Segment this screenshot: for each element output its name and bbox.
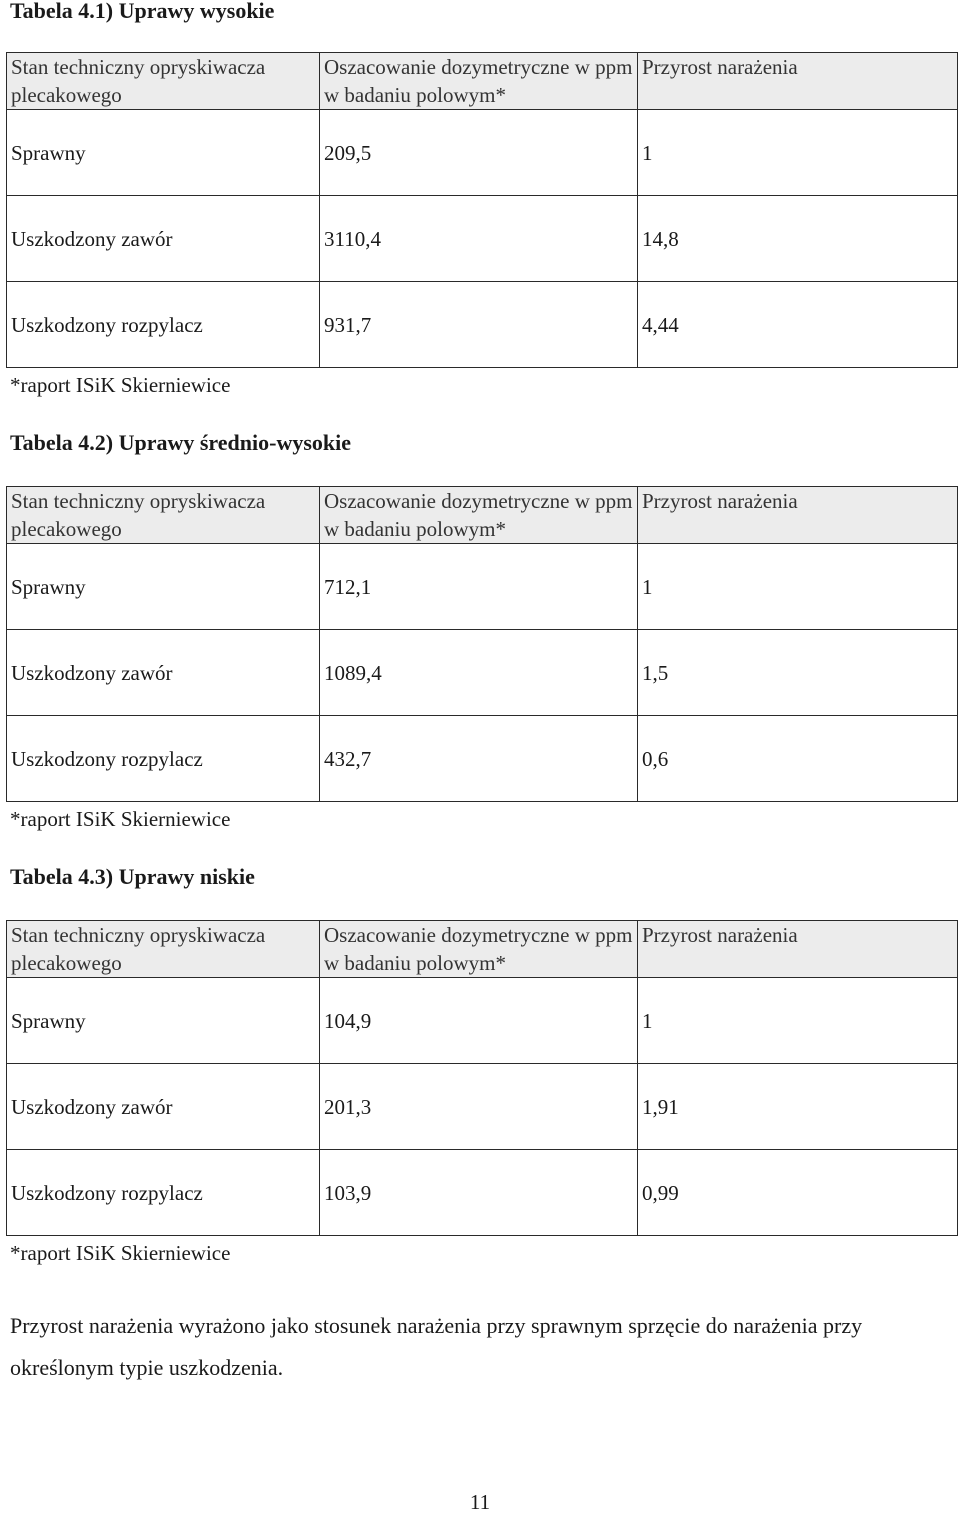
cell-estimate: 201,3 — [320, 1064, 638, 1150]
header-cell-estimate: Oszacowanie dozymetryczne w ppm w badaniu polowym* — [320, 487, 638, 544]
table-row — [7, 110, 958, 196]
table-row — [7, 978, 958, 1064]
cell-state: Sprawny — [7, 110, 320, 196]
table-row — [7, 544, 958, 630]
cell-increase: 1 — [638, 978, 958, 1064]
table-3-footnote: *raport ISiK Skierniewice — [10, 1241, 231, 1265]
header-cell-state: Stan techniczny opryskiwacza plecakowego — [7, 921, 320, 978]
cell-estimate: 103,9 — [320, 1150, 638, 1236]
table-1-footnote: *raport ISiK Skierniewice — [10, 373, 231, 397]
table-2 — [6, 486, 958, 802]
cell-estimate: 104,9 — [320, 978, 638, 1064]
table-row — [7, 282, 958, 368]
header-cell-estimate: Oszacowanie dozymetryczne w ppm w badaniu polowym* — [320, 53, 638, 110]
header-cell-estimate: Oszacowanie dozymetryczne w ppm w badaniu polowym* — [320, 921, 638, 978]
table-row — [7, 630, 958, 716]
header-cell-increase: Przyrost narażenia — [638, 53, 958, 110]
table-row — [7, 716, 958, 802]
table-3-title: Tabela 4.3) Uprawy niskie — [10, 864, 255, 889]
cell-increase: 1,91 — [638, 1064, 958, 1150]
cell-increase: 4,44 — [638, 282, 958, 368]
cell-estimate: 432,7 — [320, 716, 638, 802]
header-cell-increase: Przyrost narażenia — [638, 487, 958, 544]
cell-state: Sprawny — [7, 978, 320, 1064]
cell-state: Sprawny — [7, 544, 320, 630]
cell-state: Uszkodzony zawór — [7, 630, 320, 716]
table-row — [7, 1064, 958, 1150]
cell-state: Uszkodzony zawór — [7, 1064, 320, 1150]
header-cell-state: Stan techniczny opryskiwacza plecakowego — [7, 53, 320, 110]
cell-state: Uszkodzony rozpylacz — [7, 716, 320, 802]
cell-estimate: 1089,4 — [320, 630, 638, 716]
cell-increase: 0,6 — [638, 716, 958, 802]
table-3 — [6, 920, 958, 1236]
cell-increase: 1,5 — [638, 630, 958, 716]
table-row — [7, 196, 958, 282]
cell-increase: 1 — [638, 544, 958, 630]
cell-state: Uszkodzony rozpylacz — [7, 1150, 320, 1236]
cell-estimate: 931,7 — [320, 282, 638, 368]
header-cell-increase: Przyrost narażenia — [638, 921, 958, 978]
table-2-footnote: *raport ISiK Skierniewice — [10, 807, 231, 831]
page-number: 11 — [469, 1490, 491, 1514]
table-header-row — [7, 53, 958, 110]
table-header-row — [7, 921, 958, 978]
header-cell-state: Stan techniczny opryskiwacza plecakowego — [7, 487, 320, 544]
table-1-title: Tabela 4.1) Uprawy wysokie — [10, 0, 275, 23]
table-2-title: Tabela 4.2) Uprawy średnio-wysokie — [10, 430, 352, 455]
table-1 — [6, 52, 958, 368]
cell-state: Uszkodzony rozpylacz — [7, 282, 320, 368]
cell-increase: 14,8 — [638, 196, 958, 282]
cell-estimate: 3110,4 — [320, 196, 638, 282]
table-header-row — [7, 487, 958, 544]
explanatory-note: Przyrost narażenia wyrażono jako stosunek narażenia przy sprawnym sprzęcie do narażenia przy określonym typie uszkodzenia. — [10, 1313, 863, 1380]
cell-increase: 1 — [638, 110, 958, 196]
table-row — [7, 1150, 958, 1236]
cell-increase: 0,99 — [638, 1150, 958, 1236]
cell-estimate: 209,5 — [320, 110, 638, 196]
cell-state: Uszkodzony zawór — [7, 196, 320, 282]
cell-estimate: 712,1 — [320, 544, 638, 630]
